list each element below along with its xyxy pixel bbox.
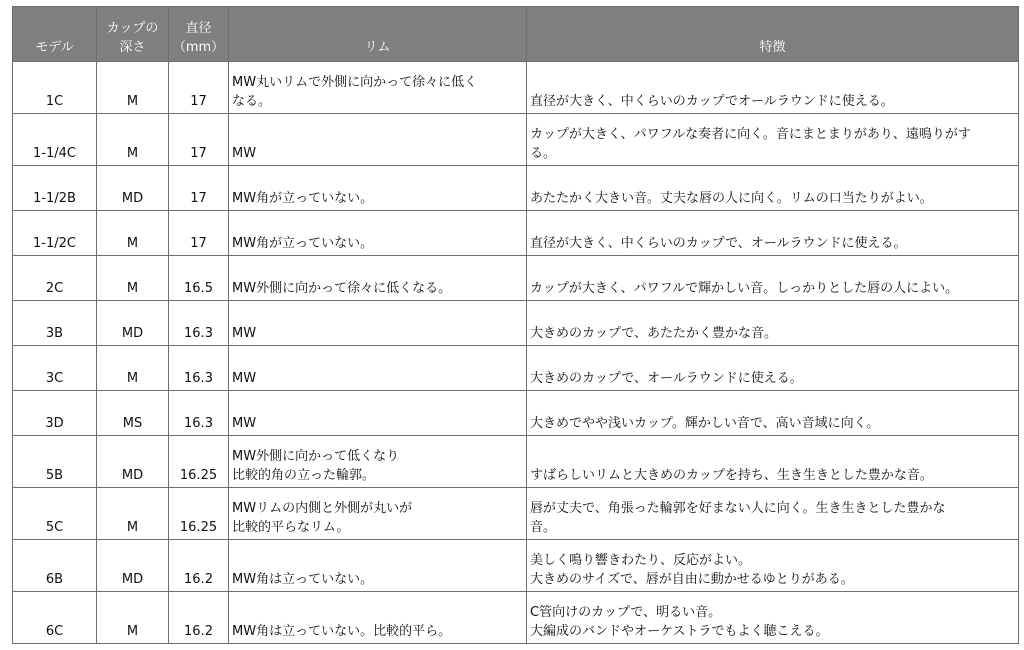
- cell-depth: M: [97, 114, 169, 166]
- cell-model: 3C: [13, 346, 97, 391]
- header-cup-depth: [97, 7, 169, 62]
- header-row: [13, 7, 1019, 62]
- cell-features: 直径が大きく、中くらいのカップで、オールラウンドに使える。: [527, 211, 1019, 256]
- cell-rim: MW: [229, 114, 527, 166]
- cell-features: 直径が大きく、中くらいのカップでオールラウンドに使える。: [527, 62, 1019, 114]
- cell-rim: MWリムの内側と外側が丸いが 比較的平らなリム。: [229, 488, 527, 540]
- cell-features: すばらしいリムと大きめのカップを持ち、生き生きとした豊かな音。: [527, 436, 1019, 488]
- cell-model: 1-1/2C: [13, 211, 97, 256]
- cell-model: 5B: [13, 436, 97, 488]
- cell-diameter: 16.25: [169, 436, 229, 488]
- cell-depth: M: [97, 62, 169, 114]
- cell-rim: MW角が立っていない。: [229, 211, 527, 256]
- table-row: [13, 62, 1019, 114]
- cell-depth: MD: [97, 436, 169, 488]
- cell-diameter: 16.2: [169, 540, 229, 592]
- cell-model: 6B: [13, 540, 97, 592]
- cell-diameter: 17: [169, 211, 229, 256]
- cell-rim: MW外側に向かって徐々に低くなる。: [229, 256, 527, 301]
- cell-features: 美しく鳴り響きわたり、反応がよい。 大きめのサイズで、唇が自由に動かせるゆとりがある。: [527, 540, 1019, 592]
- cell-diameter: 16.3: [169, 346, 229, 391]
- cell-diameter: 17: [169, 114, 229, 166]
- cell-rim: MW: [229, 391, 527, 436]
- cell-diameter: 16.3: [169, 301, 229, 346]
- cell-features: 大きめでやや浅いカップ。輝かしい音で、高い音域に向く。: [527, 391, 1019, 436]
- cell-diameter: 16.25: [169, 488, 229, 540]
- cell-model: 6C: [13, 592, 97, 644]
- table-row: [13, 540, 1019, 592]
- cell-rim: MW: [229, 301, 527, 346]
- mouthpiece-spec-table: [12, 6, 1019, 644]
- table-row: [13, 592, 1019, 644]
- cell-features: あたたかく大きい音。丈夫な唇の人に向く。リムの口当たりがよい。: [527, 166, 1019, 211]
- cell-features: 大きめのカップで、オールラウンドに使える。: [527, 346, 1019, 391]
- header-model: モデル: [13, 7, 97, 62]
- cell-model: 1C: [13, 62, 97, 114]
- cell-depth: MD: [97, 540, 169, 592]
- cell-model: 1-1/2B: [13, 166, 97, 211]
- cell-features: 大きめのカップで、あたたかく豊かな音。: [527, 301, 1019, 346]
- cell-depth: M: [97, 592, 169, 644]
- cell-depth: M: [97, 488, 169, 540]
- header-diameter: [169, 7, 229, 62]
- cell-model: 5C: [13, 488, 97, 540]
- cell-depth: MD: [97, 301, 169, 346]
- cell-rim: MW: [229, 346, 527, 391]
- cell-model: 1-1/4C: [13, 114, 97, 166]
- table-row: [13, 114, 1019, 166]
- cell-features: カップが大きく、パワフルな奏者に向く。音にまとまりがあり、遠鳴りがす る。: [527, 114, 1019, 166]
- cell-depth: M: [97, 211, 169, 256]
- cell-depth: M: [97, 346, 169, 391]
- cell-depth: MD: [97, 166, 169, 211]
- cell-diameter: 17: [169, 166, 229, 211]
- table-row: [13, 166, 1019, 211]
- table-row: [13, 391, 1019, 436]
- header-rim: リム: [229, 7, 527, 62]
- cell-diameter: 16.3: [169, 391, 229, 436]
- table-header: [13, 7, 1019, 62]
- cell-rim: MW角が立っていない。: [229, 166, 527, 211]
- cell-diameter: 17: [169, 62, 229, 114]
- cell-model: 2C: [13, 256, 97, 301]
- cell-depth: M: [97, 256, 169, 301]
- cell-rim: MW丸いリムで外側に向かって徐々に低く なる。: [229, 62, 527, 114]
- cell-features: 唇が丈夫で、角張った輪郭を好まない人に向く。生き生きとした豊かな 音。: [527, 488, 1019, 540]
- cell-rim: MW外側に向かって低くなり 比較的角の立った輪郭。: [229, 436, 527, 488]
- header-diameter-line2: （mm）: [172, 40, 225, 55]
- cell-diameter: 16.5: [169, 256, 229, 301]
- cell-rim: MW角は立っていない。比較的平ら。: [229, 592, 527, 644]
- cell-rim: MW角は立っていない。: [229, 540, 527, 592]
- table-row: [13, 436, 1019, 488]
- header-features: 特徴: [527, 7, 1019, 62]
- table-row: [13, 301, 1019, 346]
- table-body: [13, 62, 1019, 644]
- cell-diameter: 16.2: [169, 592, 229, 644]
- table-row: [13, 346, 1019, 391]
- header-diameter-line1: 直径: [185, 21, 212, 36]
- table-row: [13, 488, 1019, 540]
- cell-features: カップが大きく、パワフルで輝かしい音。しっかりとした唇の人によい。: [527, 256, 1019, 301]
- cell-features: C管向けのカップで、明るい音。 大編成のバンドやオーケストラでもよく聴こえる。: [527, 592, 1019, 644]
- table-row: [13, 211, 1019, 256]
- cell-model: 3B: [13, 301, 97, 346]
- table-row: [13, 256, 1019, 301]
- cell-model: 3D: [13, 391, 97, 436]
- header-cup-depth-line1: カップの: [106, 21, 159, 36]
- cell-depth: MS: [97, 391, 169, 436]
- header-cup-depth-line2: 深さ: [119, 40, 146, 55]
